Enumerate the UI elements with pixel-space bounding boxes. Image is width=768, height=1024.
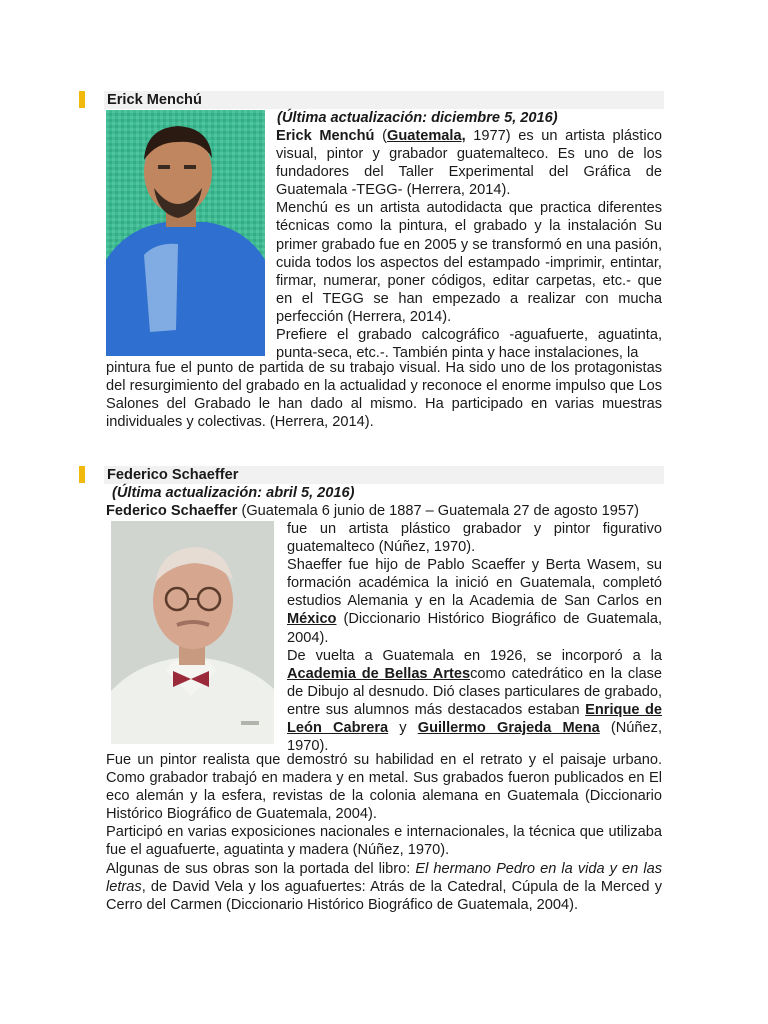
paragraph-3b: pintura fue el punto de partida de su trabajo visual. Ha sido uno de los protagonistas del resurgimiento del grabado en la actualidad y reconoce el enorme impulso que Los Salones del Grabado le han dado al mismo. Ha participado en varias muestras individuales y colectivas. (Herrera, 2014). xyxy=(106,360,662,431)
text: (Diccionario Histórico Biográfico de Guatemala, 2004). xyxy=(287,611,662,646)
text: (Núñez, 1970). xyxy=(287,720,662,755)
paragraph-4: Fue un pintor realista que demostró su habilidad en el retrato y el paisaje urbano. Como grabador trabajó en madera y en metal. Sus grabados fueron publicados en El eco alemán y la esfera, revistas de la colonia alemana en Guatemala (Diccionario Histórico Biográfico de Guatemala, 2004). xyxy=(106,752,662,823)
enrique-link[interactable]: Enrique de León Cabrera xyxy=(287,701,662,737)
section-header-federico xyxy=(104,466,664,484)
artist-name: Erick Menchú xyxy=(276,128,375,144)
section-title: Federico Schaeffer xyxy=(107,467,239,483)
lead-line xyxy=(106,502,666,520)
paragraph-5: Participó en varias exposiciones nacionales e internacionales, la técnica que utilizaba fue el aguafuerte, aguatinta y madera (Núñez, 1970). xyxy=(106,824,662,859)
last-updated: (Última actualización: abril 5, 2016) xyxy=(112,485,355,501)
academia-link[interactable]: Academia de Bellas Artes xyxy=(287,665,471,682)
section-header-erick xyxy=(104,91,664,109)
text: Algunas de sus obras son la portada del libro: xyxy=(106,860,416,877)
text: como catedrático en la clase de Dibujo al desnudo. Dió clases particulares de grabado, entre sus alumnos más destacados estaban xyxy=(287,665,662,718)
artist-name: Federico Schaeffer xyxy=(106,503,238,519)
paragraph-3 xyxy=(287,647,662,756)
biography-full-width xyxy=(106,751,662,914)
paragraph-1: fue un artista plástico grabador y pintor figurativo guatemalteco (Núñez, 1970). xyxy=(287,521,662,556)
paragraph-3a: Prefiere el grabado calcográfico -aguafuerte, aguatinta, punta-seca, etc.-. También pinta y hace instalaciones, la xyxy=(276,327,662,362)
erick-menchu-photo xyxy=(106,110,265,356)
paragraph-2 xyxy=(287,556,662,646)
guatemala-link[interactable]: Guatemala, xyxy=(386,128,466,144)
text: ( xyxy=(374,128,387,144)
guillermo-link[interactable]: Guillermo Grajeda Mena xyxy=(417,720,600,737)
federico-schaeffer-portrait xyxy=(111,521,274,744)
text: , de David Vela y los aguafuertes: Atrás de la Catedral, Cúpula de la Merced y Cerro del Carmen (Diccionario Histórico Biográfico de Guatemala, 2004). xyxy=(106,878,662,913)
mexico-link[interactable]: México xyxy=(287,611,337,628)
text: y xyxy=(388,720,418,737)
text: (Guatemala 6 junio de 1887 – Guatemala 27 de agosto 1957) xyxy=(237,503,640,519)
biography-right-column xyxy=(287,520,662,755)
text: 1977) es un artista plástico visual, pintor y grabador guatemalteco. Es uno de los fundadores del Taller Experimental del Gráfica de Guatemala -TEGG- (Herrera, 2014). xyxy=(276,128,663,199)
section-title: Erick Menchú xyxy=(107,92,202,108)
intro-paragraph xyxy=(276,127,662,362)
book-title: El hermano Pedro en la vida y en las letras xyxy=(106,860,662,895)
last-updated: (Última actualización: diciembre 5, 2016) xyxy=(277,110,558,126)
paragraph-6 xyxy=(106,860,662,914)
section-marker xyxy=(79,466,85,483)
text: De vuelta a Guatemala en 1926, se incorporó a la xyxy=(287,647,662,664)
paragraph-2: Menchú es un artista autodidacta que practica diferentes técnicas como la pintura, el grabado y la instalación Su primer grabado fue en 2005 y se transformó en una pasión, cuida todos los aspectos del estampado -imprimir, entintar, firmar, numerar, poner códigos, editar carpetas, etc.- que en el TEGG se han empezado a realizar con mucha perfección (Herrera, 2014). xyxy=(276,200,662,325)
text: Shaeffer fue hijo de Pablo Scaeffer y Berta Wasem, su formación académica la inició en Guatemala, completó estudios Alemania y en la Academia de San Carlos en xyxy=(287,557,662,610)
section-marker xyxy=(79,91,85,108)
